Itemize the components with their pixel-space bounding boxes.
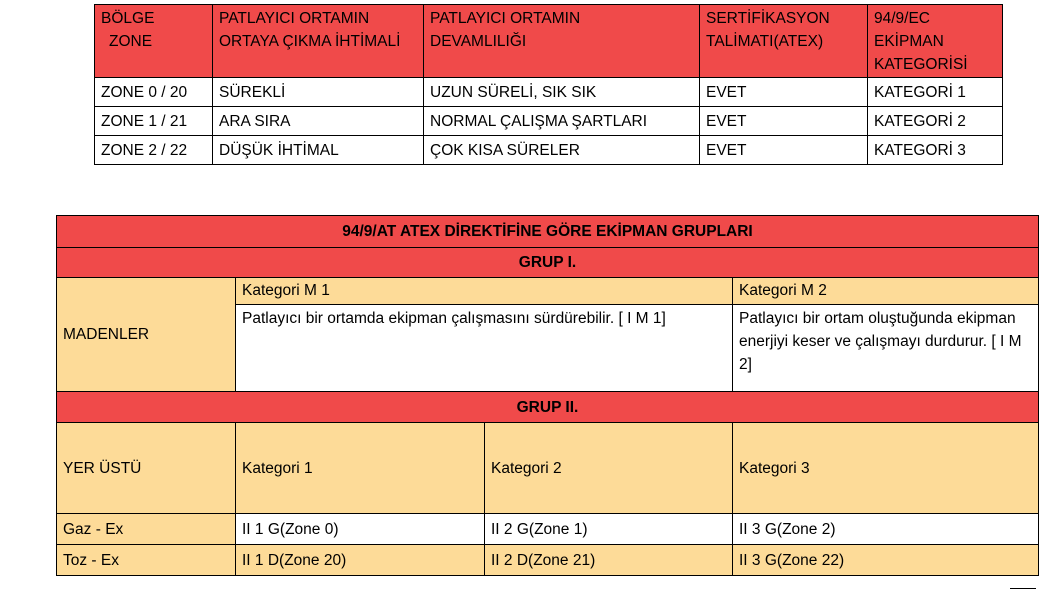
category-m2-description: Patlayıcı bir ortam oluştuğunda ekipman enerjiyi keser ve çalışmayı durdurur. [ I M 2] xyxy=(733,305,1039,392)
group1-category-row xyxy=(57,278,1039,305)
header-cell-zone xyxy=(95,5,213,78)
zone-table-header-row xyxy=(95,5,1003,78)
category-m1-description: Patlayıcı bir ortamda ekipman çalışmasını sürdürebilir. [ I M 1] xyxy=(236,305,733,392)
table-cell: ZONE 1 / 21 xyxy=(95,107,213,136)
header-line: SERTİFİKASYON xyxy=(706,10,830,27)
table-cell: KATEGORİ 3 xyxy=(868,136,1003,165)
header-cell-category xyxy=(868,5,1003,78)
table-cell: II 2 G(Zone 1) xyxy=(485,514,733,545)
table-cell: II 1 D(Zone 20) xyxy=(236,545,485,576)
header-line: BÖLGE xyxy=(101,10,155,27)
header-line: EKİPMAN xyxy=(874,33,944,50)
header-cell-occurrence xyxy=(213,5,424,78)
table-cell: EVET xyxy=(700,78,868,107)
table-cell: NORMAL ÇALIŞMA ŞARTLARI xyxy=(424,107,700,136)
table-row xyxy=(95,136,1003,165)
header-line: DEVAMLILIĞI xyxy=(430,33,527,50)
table-cell: KATEGORİ 2 xyxy=(868,107,1003,136)
group2-title: GRUP II. xyxy=(57,392,1039,423)
category-1-label: Kategori 1 xyxy=(236,423,485,514)
table-cell: II 3 G(Zone 2) xyxy=(733,514,1039,545)
table-cell: II 2 D(Zone 21) xyxy=(485,545,733,576)
header-line: KATEGORİSİ xyxy=(874,56,968,73)
table-cell: ZONE 0 / 20 xyxy=(95,78,213,107)
equipment-group-table xyxy=(56,215,1039,576)
corner-line xyxy=(1010,588,1036,589)
header-line: ZONE xyxy=(109,33,153,50)
table-cell: DÜŞÜK İHTİMAL xyxy=(213,136,424,165)
group1-title: GRUP I. xyxy=(57,248,1039,278)
table-row xyxy=(57,514,1039,545)
table-row xyxy=(95,107,1003,136)
group2-category-row xyxy=(57,423,1039,514)
header-line: PATLAYICI ORTAMIN xyxy=(430,10,581,27)
group2-title-row xyxy=(57,392,1039,423)
header-line: 94/9/EC xyxy=(874,10,931,27)
table-row xyxy=(57,545,1039,576)
zone-table xyxy=(94,4,1003,165)
header-cell-duration xyxy=(424,5,700,78)
category-3-label: Kategori 3 xyxy=(733,423,1039,514)
toz-ex-label: Toz - Ex xyxy=(57,545,236,576)
madenler-label: MADENLER xyxy=(57,278,236,392)
yer-ustu-label: YER ÜSTÜ xyxy=(57,423,236,514)
table-cell: SÜREKLİ xyxy=(213,78,424,107)
header-line: ORTAYA ÇIKMA İHTİMALİ xyxy=(219,33,401,50)
table-cell: EVET xyxy=(700,107,868,136)
header-cell-certification xyxy=(700,5,868,78)
group-table-title: 94/9/AT ATEX DİREKTİFİNE GÖRE EKİPMAN GRUPLARI xyxy=(57,216,1039,248)
table-cell: KATEGORİ 1 xyxy=(868,78,1003,107)
table-row xyxy=(95,78,1003,107)
table-cell: II 3 G(Zone 22) xyxy=(733,545,1039,576)
category-m1-label: Kategori M 1 xyxy=(236,278,733,305)
category-m2-label: Kategori M 2 xyxy=(733,278,1039,305)
table-cell: ÇOK KISA SÜRELER xyxy=(424,136,700,165)
table-cell: ARA SIRA xyxy=(213,107,424,136)
table-cell: UZUN SÜRELİ, SIK SIK xyxy=(424,78,700,107)
group-table-title-row xyxy=(57,216,1039,248)
table-cell: II 1 G(Zone 0) xyxy=(236,514,485,545)
gaz-ex-label: Gaz - Ex xyxy=(57,514,236,545)
table-cell: ZONE 2 / 22 xyxy=(95,136,213,165)
category-2-label: Kategori 2 xyxy=(485,423,733,514)
group1-title-row xyxy=(57,248,1039,278)
header-line: PATLAYICI ORTAMIN xyxy=(219,10,370,27)
table-cell: EVET xyxy=(700,136,868,165)
header-line: TALİMATI(ATEX) xyxy=(706,33,824,50)
